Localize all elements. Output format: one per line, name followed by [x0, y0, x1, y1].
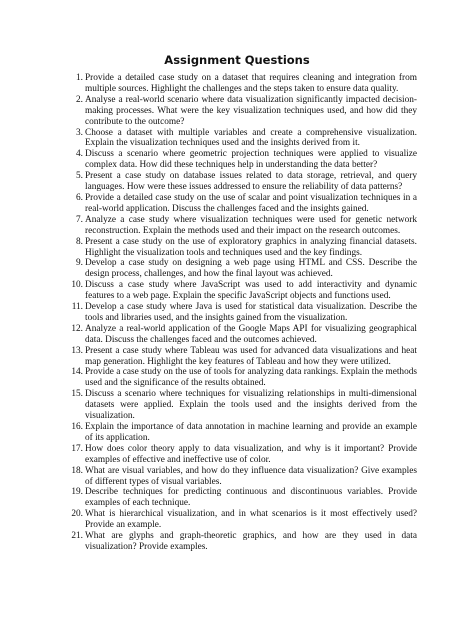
- question-text: Provide a case study on the use of tools for analyzing data rankings. Explain the methods used and the significance of the results obtained.: [85, 367, 417, 389]
- question-text: Analyse a real-world scenario where data visualization significantly impacted decision-making processes. What were the key visualization techniques used, and how did they contribute to the outcome?: [85, 94, 417, 127]
- question-text: Discuss a case study where JavaScript was used to add interactivity and dynamic features to a web page. Explain the specific JavaScript objects and functions used.: [85, 280, 417, 302]
- question-text: Provide a detailed case study on a dataset that requires cleaning and integration from multiple sources. Highlight the challenges and the steps taken to ensure data quality.: [85, 73, 417, 94]
- question-item: [67, 215, 417, 237]
- question-item: [67, 280, 417, 302]
- question-number: 10.: [71, 280, 83, 291]
- question-item: [67, 95, 417, 128]
- question-number: 1.: [76, 73, 83, 83]
- question-number: 20.: [71, 509, 83, 520]
- question-text: Choose a dataset with multiple variables and create a comprehensive visualization. Explain the visualization techniques used and the insights derived from it.: [85, 127, 417, 149]
- question-item: [67, 237, 417, 259]
- question-item: [67, 389, 417, 422]
- question-number: 13.: [71, 345, 83, 356]
- question-item: [67, 509, 417, 531]
- question-item: [67, 367, 417, 389]
- question-number: 8.: [76, 236, 83, 247]
- page-title: Assignment Questions: [164, 53, 310, 67]
- question-number: 17.: [71, 443, 83, 454]
- question-item: [67, 171, 417, 193]
- question-number: 2.: [76, 94, 83, 105]
- question-number: 3.: [76, 127, 83, 138]
- question-item: [67, 531, 417, 553]
- question-number: 11.: [71, 302, 83, 313]
- question-text: Explain the importance of data annotation in machine learning and provide an example of its application.: [85, 422, 417, 443]
- question-text: Present a case study on database issues related to data storage, retrieval, and query languages. How were these issues addressed to ensure the reliability of data patterns?: [85, 171, 417, 193]
- question-item: [67, 324, 417, 346]
- question-text: Develop a case study on designing a web page using HTML and CSS. Describe the design process, challenges, and how the final layout was achieved.: [85, 258, 417, 280]
- question-number: 6.: [76, 192, 83, 203]
- question-number: 21.: [71, 531, 83, 542]
- question-text: What is hierarchical visualization, and in what scenarios is it most effectively used? Provide an example.: [85, 509, 417, 531]
- question-item: [67, 149, 417, 171]
- question-item: [67, 302, 417, 324]
- question-item: [67, 487, 417, 509]
- question-item: [67, 193, 417, 215]
- question-number: 7.: [76, 214, 83, 225]
- question-item: [67, 466, 417, 488]
- question-text: Analyze a case study where visualization techniques were used for genetic network reconstruction. Explain the methods used and their impact on the research outcomes.: [85, 214, 417, 236]
- question-number: 12.: [71, 323, 83, 334]
- question-text: How does color theory apply to data visualization, and why is it important? Provide examples of effective and ineffective use of color.: [85, 443, 417, 465]
- question-text: Analyze a real-world application of the Google Maps API for visualizing geographical data. Discuss the challenges faced and the outcomes achieved.: [85, 323, 417, 345]
- question-number: 9.: [76, 258, 83, 269]
- question-item: [67, 346, 417, 368]
- question-item: [67, 444, 417, 466]
- question-list: [67, 73, 417, 553]
- question-text: Discuss a scenario where geometric projection techniques were applied to visualize complex data. How did these techniques help in understanding the data better?: [85, 149, 417, 171]
- question-number: 14.: [71, 367, 83, 378]
- question-text: Present a case study on the use of exploratory graphics in analyzing financial datasets. Highlight the visualization tools and techniques used and the key findings.: [85, 236, 417, 258]
- question-item: [67, 73, 417, 95]
- question-text: Discuss a scenario where techniques for visualizing relationships in multi-dimensional datasets were applied. Explain the tools used and the insights derived from the visualization.: [85, 389, 417, 422]
- question-item: [67, 422, 417, 444]
- question-number: 15.: [71, 389, 83, 400]
- question-text: Develop a case study where Java is used for statistical data visualization. Describe the tools and libraries used, and the insights gained from the visualization.: [85, 302, 417, 323]
- question-number: 4.: [76, 149, 83, 160]
- question-text: What are glyphs and graph-theoretic graphics, and how are they used in data visualization? Provide examples.: [85, 531, 417, 552]
- question-number: 5.: [76, 171, 83, 182]
- question-number: 16.: [71, 422, 83, 432]
- question-text: Present a case study where Tableau was used for advanced data visualizations and heat map generation. Highlight the key features of Tableau and how they were utilized.: [85, 345, 417, 367]
- question-item: [67, 258, 417, 280]
- question-number: 18.: [71, 465, 83, 476]
- question-number: 19.: [71, 487, 83, 498]
- question-item: [67, 128, 417, 150]
- question-text: Provide a detailed case study on the use of scalar and point visualization techniques in a real-world application. Discuss the challenges faced and the insights gained.: [85, 192, 417, 214]
- question-text: Describe techniques for predicting continuous and discontinuous variables. Provide examples of each technique.: [85, 487, 417, 509]
- question-text: What are visual variables, and how do they influence data visualization? Give examples of different types of visual variables.: [85, 465, 417, 487]
